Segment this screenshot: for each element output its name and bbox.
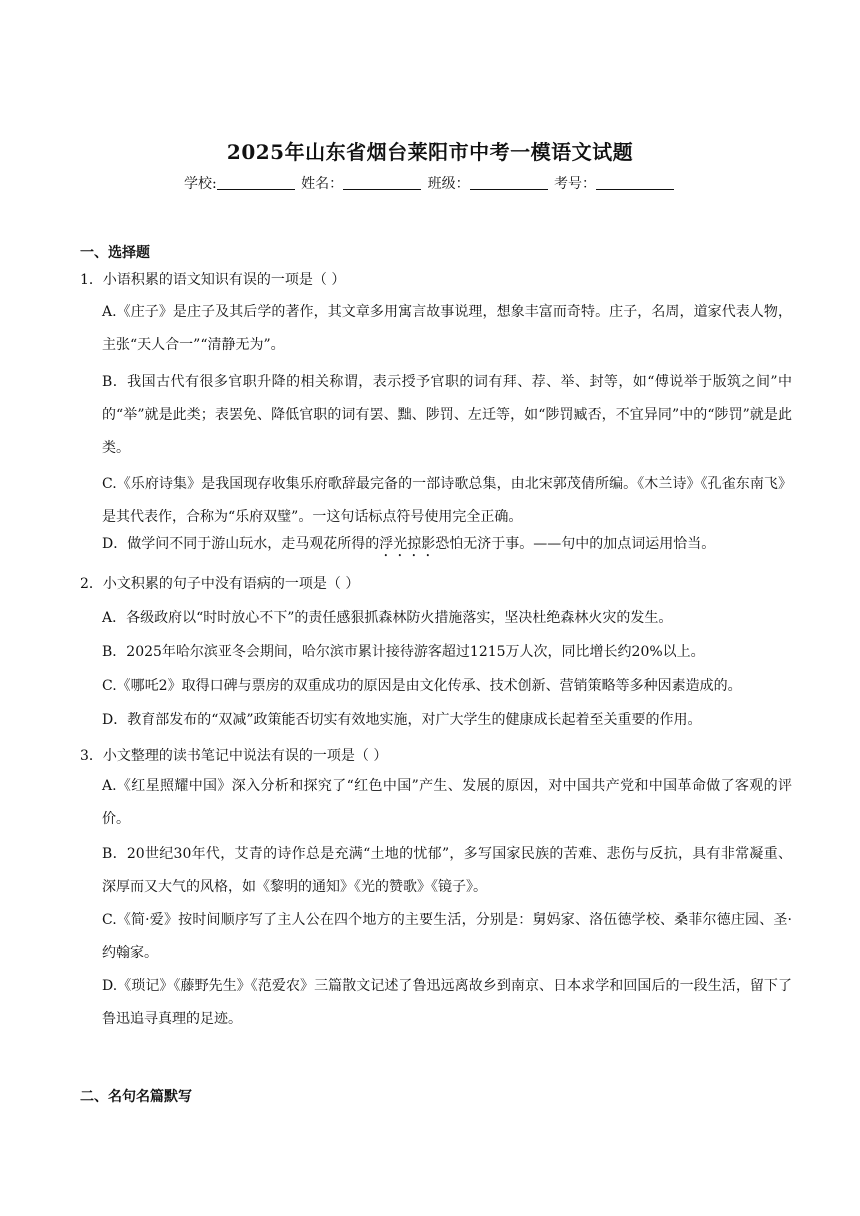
question-2-stem: 2．小文积累的句子中没有语病的一项是（ ） (80, 576, 360, 592)
question-1-dotted-word: 浮光掠影 (379, 536, 436, 552)
school-label: 学校: (183, 176, 217, 192)
question-1-stem: 1．小语积累的语文知识有误的一项是（ ） (80, 272, 346, 288)
name-blank[interactable] (343, 175, 421, 190)
page-title: 2025年山东省烟台莱阳市中考一模语文试题 (226, 140, 634, 164)
class-blank[interactable] (470, 175, 548, 190)
school-blank[interactable] (217, 175, 295, 190)
question-3-option-d: D.《琐记》《藤野先生》《范爱农》三篇散文记述了鲁迅远离故乡到南京、日本求学和回国后的一段生活，留下了鲁迅追寻真理的足迹。 (102, 978, 792, 1027)
question-3-stem: 3．小文整理的读书笔记中说法有误的一项是（ ） (80, 748, 388, 764)
section-heading-choice: 一、选择题 (80, 245, 150, 261)
name-label: 姓名： (301, 176, 344, 192)
section-heading-dictation: 二、名句名篇默写 (80, 1089, 192, 1105)
question-3-option-a: A.《红星照耀中国》深入分析和探究了“红色中国”产生、发展的原因，对中国共产党和中国革命做了客观的评价。 (102, 778, 792, 827)
question-3-option-b: B．20世纪30年代，艾青的诗作总是充满“土地的忧郁”，多写国家民族的苦难、悲伤与反抗，具有非常凝重、深厚而又大气的风格，如《黎明的通知》《光的赞歌》《镜子》。 (102, 846, 792, 895)
question-1-option-a: A.《庄子》是庄子及其后学的著作，其文章多用寓言故事说理，想象丰富而奇特。庄子，名周，道家代表人物，主张“天人合一”“清静无为”。 (102, 304, 792, 353)
student-info-line (0, 173, 860, 193)
exam-number-blank[interactable] (596, 175, 674, 190)
question-2-option-b: B．2025年哈尔滨亚冬会期间，哈尔滨市累计接待游客超过1215万人次，同比增长约20%以上。 (102, 644, 705, 660)
question-2-option-a: A．各级政府以“时时放心不下”的责任感狠抓森林防火措施落实，坚决杜绝森林火灾的发生。 (102, 610, 673, 626)
class-label: 班级： (427, 176, 470, 192)
exam-number-label: 考号： (554, 176, 597, 192)
question-2-option-c: C.《哪吒2》取得口碑与票房的双重成功的原因是由文化传承、技术创新、营销策略等多种因素造成的。 (102, 678, 742, 694)
question-1-option-d (102, 528, 792, 561)
question-2-option-d: D．教育部发布的“双减”政策能否切实有效地实施，对广大学生的健康成长起着至关重要的作用。 (102, 712, 702, 728)
question-1-option-d-text-after: 恐怕无济于事。——句中的加点词运用恰当。 (435, 536, 716, 552)
question-1-option-d-text-before: D．做学问不同于游山玩水，走马观花所得的 (102, 536, 380, 552)
question-3-option-c: C.《简·爱》按时间顺序写了主人公在四个地方的主要生活，分别是：舅妈家、洛伍德学校、桑菲尔德庄园、圣·约翰家。 (102, 912, 792, 961)
question-1-option-c: C.《乐府诗集》是我国现存收集乐府歌辞最完备的一部诗歌总集，由北宋郭茂倩所编。《木兰诗》《孔雀东南飞》是其代表作，合称为“乐府双璧”。一这句话标点符号使用完全正确。 (102, 476, 792, 525)
question-1-option-b: B．我国古代有很多官职升降的相关称谓，表示授予官职的词有拜、荐、举、封等，如“傅说举于版筑之间”中的“举”就是此类；表罢免、降低官职的词有罢、黜、陟罚、左迁等，如“陟罚臧否，不宜异同”中的“陟罚”就是此类。 (102, 374, 792, 456)
